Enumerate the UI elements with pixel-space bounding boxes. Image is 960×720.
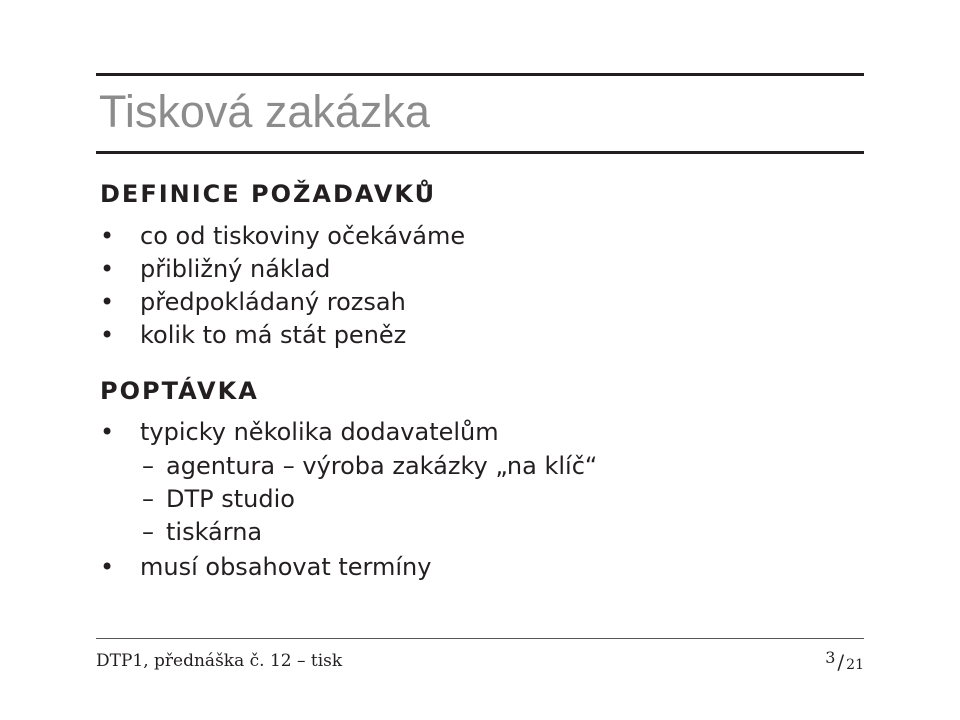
page-number — [825, 648, 864, 674]
bullet-icon: • — [100, 418, 115, 446]
list-item-text: typicky několika dodavatelům — [140, 418, 499, 446]
slide-title: Tisková zakázka — [99, 86, 430, 137]
dash-icon: – — [142, 485, 154, 513]
footer-rule — [96, 638, 864, 639]
bullet-icon: • — [100, 222, 115, 250]
bullet-icon: • — [100, 255, 115, 283]
bullet-icon: • — [100, 321, 115, 349]
section-heading-poptavka: POPTÁVKA — [100, 377, 259, 405]
list-item-text: musí obsahovat termíny — [140, 553, 432, 581]
list-item-text: předpokládaný rozsah — [140, 288, 406, 316]
bullet-icon: • — [100, 288, 115, 316]
page-separator: / — [837, 650, 845, 674]
title-rule — [96, 151, 864, 154]
section-heading-definice: DEFINICE POŽADAVKŮ — [100, 180, 437, 208]
page-current: 3 — [825, 648, 836, 667]
page-total: 21 — [846, 657, 864, 673]
list-item-text: přibližný náklad — [140, 255, 331, 283]
list-item-text: kolik to má stát peněz — [140, 321, 407, 349]
sub-list-item-text: agentura – výroba zakázky „na klíč“ — [166, 452, 598, 480]
top-rule — [96, 73, 864, 76]
list-item-text: co od tiskoviny očekáváme — [140, 222, 466, 250]
bullet-icon: • — [100, 553, 115, 581]
dash-icon: – — [142, 452, 154, 480]
sub-list-item-text: tiskárna — [166, 518, 263, 546]
sub-list-item-text: DTP studio — [166, 485, 295, 513]
dash-icon: – — [142, 518, 154, 546]
footer-caption: DTP1, přednáška č. 12 – tisk — [96, 651, 343, 671]
